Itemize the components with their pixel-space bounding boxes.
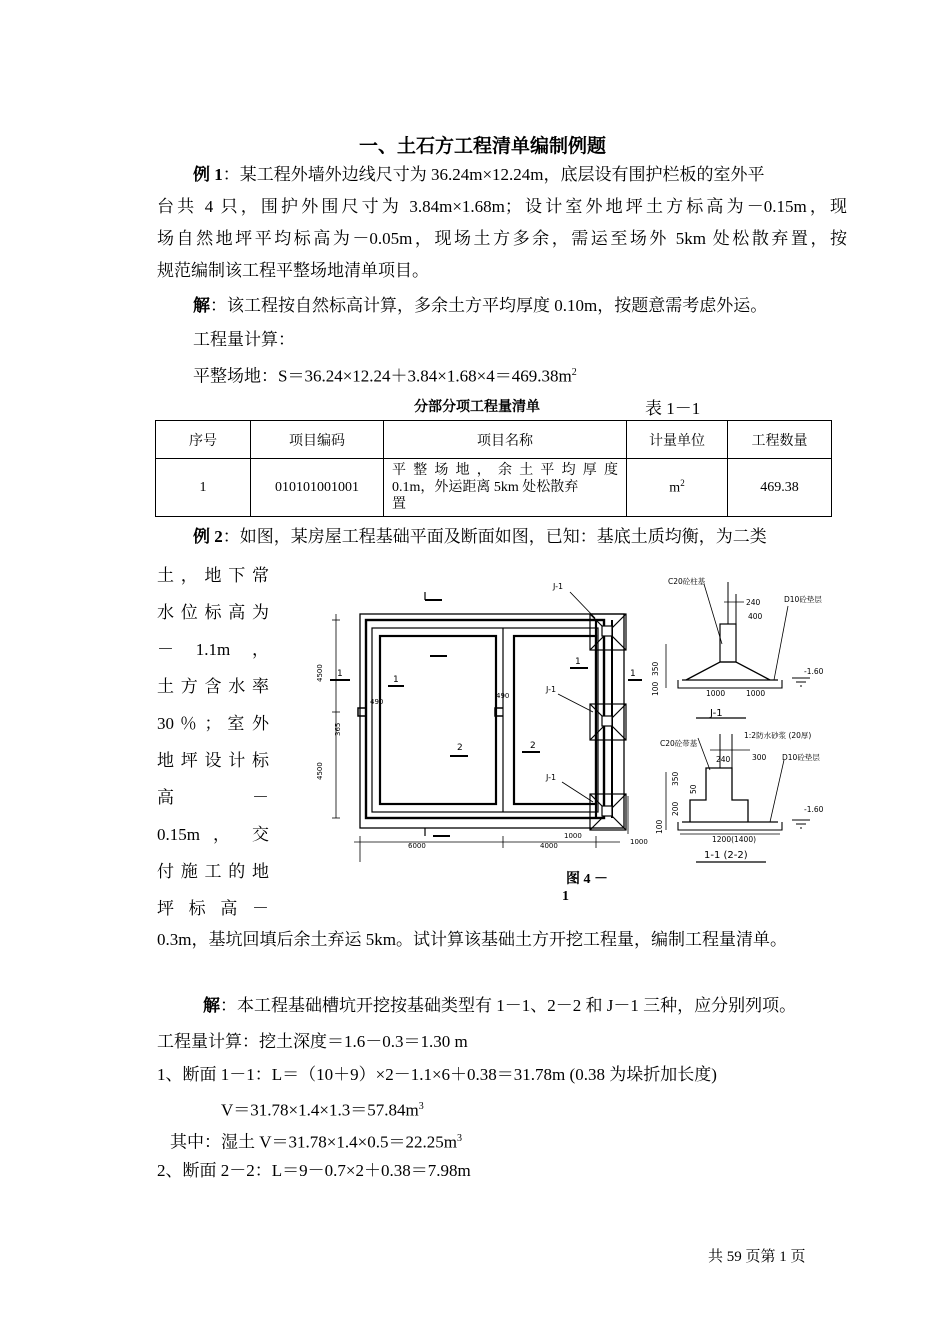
table-number: 表 1－1 bbox=[645, 399, 701, 418]
j1-dim-350: 350 bbox=[651, 661, 660, 676]
s11-dim-50: 50 bbox=[689, 784, 698, 794]
s11-dim-200: 200 bbox=[671, 801, 680, 816]
th-qty: 工程数量 bbox=[728, 421, 832, 459]
plan-wall-inner bbox=[372, 628, 598, 812]
j1-label-d10: D10砼垫层 bbox=[784, 595, 822, 604]
ex2-label: 例 2 bbox=[193, 527, 223, 546]
page-footer: 共 59 页第 1 页 bbox=[708, 1249, 806, 1265]
th-no: 序号 bbox=[156, 421, 251, 459]
sol2-line5: 其中：湿土 $V=31.78\times 1.4\times 0.5=22.25m^3$ bbox=[170, 1132, 462, 1152]
s11-dim-300: 300 bbox=[752, 753, 767, 762]
boq-table bbox=[155, 420, 832, 517]
ex1-line2: 台共 4 只，围护外围尺寸为 3.84m×1.68m；设计室外地坪土方标高为－0.15m，现 bbox=[157, 197, 847, 216]
s11-width: 1200(1400) bbox=[712, 835, 757, 844]
sol1-line: 解：该工程按自然标高计算，多余土方平均厚度 0.10m，按题意需考虑外运。 bbox=[193, 296, 768, 315]
ex1-label: 例 1 bbox=[193, 165, 223, 184]
ex2-narrow-column: 土 ， 地 下 常 水 位 标 高 为 － 1.1m ， 土 方 含 水 率 30 ％ ； 室 外 地 坪 设 计 标 高 － 0.15m ， 交 付 施 工 的 地 坪 标 高 － bbox=[157, 566, 269, 918]
plan-dim-1000-b: 1000 bbox=[630, 838, 648, 846]
ex1-line4: 规范编制该工程平整场地清单项目。 bbox=[157, 261, 429, 280]
cell-name: 平 整 场 地 ， 余 土 平 均 厚 度 0.1m，外运距离 5km 处松散弃 置 bbox=[384, 459, 627, 517]
plan-j1-bottom: J-1 bbox=[546, 773, 557, 782]
sol2-line3: 1、断面 1－1：L＝（10＋9）×2－1.1×6＋0.38＝31.78m (0.38 为垛折加长度) bbox=[157, 1065, 717, 1084]
plan-dim-1000-a: 1000 bbox=[564, 832, 582, 840]
plan-dim-490-right: 490 bbox=[496, 692, 510, 700]
ex1-line3: 场自然地坪平均标高为－0.05m，现场土方多余，需运至场外 5km 处松散弃置，按 bbox=[157, 229, 847, 248]
table-caption: 分部分项工程量清单 bbox=[414, 399, 540, 415]
plan-dim-365: 365 bbox=[334, 722, 342, 736]
plan-wall-outer bbox=[366, 620, 604, 818]
th-unit: 计量单位 bbox=[627, 421, 728, 459]
figure-caption-1: 图 4 － bbox=[566, 872, 608, 887]
sol2-line2: 工程量计算：挖土深度＝1.6－0.3＝1.30 m bbox=[157, 1032, 468, 1051]
j1-level: -1.60 bbox=[804, 667, 824, 676]
s11-dim-350: 350 bbox=[671, 771, 680, 786]
s11-dim-100: 100 bbox=[655, 819, 664, 834]
sol2-line1: 解：本工程基础槽坑开挖按基础类型有 1－1、2－2 和 J－1 三种，应分别列项。 bbox=[203, 996, 797, 1015]
plan-sec1-top: 1 bbox=[337, 669, 343, 679]
foundation-drawing bbox=[300, 572, 840, 872]
s11-label-c20: C20砼带基 bbox=[660, 739, 698, 748]
j1-dim-240: 240 bbox=[746, 598, 761, 607]
figure-caption-2: 1 bbox=[562, 889, 569, 904]
plan-dim-4000: 4000 bbox=[540, 842, 558, 850]
ex1-line1: 例 1：某工程外墙外边线尺寸为 36.24m×12.24m，底层设有围护栏板的室外平 bbox=[193, 165, 765, 184]
j1-section-title: J-1 bbox=[710, 708, 723, 719]
sol1-formula: 平整场地：$S=36.24\times 12.24+3.84\times 1.68\times 4=469.38m^2$ bbox=[193, 366, 577, 386]
sol2-label: 解 bbox=[203, 996, 220, 1015]
s11-dim-240: 240 bbox=[716, 755, 731, 764]
plan-room-left bbox=[380, 636, 496, 804]
j1-dim-1000b: 1000 bbox=[746, 689, 766, 698]
sol2-line4: $V=31.78\times 1.4\times 1.3=57.84m^3$ bbox=[221, 1100, 424, 1120]
plan-sec2-right: 2 bbox=[530, 741, 536, 751]
sol2-line6: 2、断面 2－2：L＝9－0.7×2＋0.38＝7.98m bbox=[157, 1161, 471, 1180]
ex2-line1: 例 2：如图，某房屋工程基础平面及断面如图，已知：基底土质均衡，为二类 bbox=[193, 527, 767, 546]
page-title: 一、土石方工程清单编制例题 bbox=[359, 135, 607, 157]
plan-j1-top: J-1 bbox=[553, 582, 564, 591]
cell-no: 1 bbox=[156, 459, 251, 517]
plan-sec2-left: 2 bbox=[457, 743, 463, 753]
s11-label-d10: D10砼垫层 bbox=[782, 753, 820, 762]
plan-outer-trench bbox=[360, 614, 624, 828]
th-name: 项目名称 bbox=[384, 421, 627, 459]
plan-dim-4500-bottom: 4500 bbox=[316, 762, 324, 780]
ex2-last-line: 0.3m，基坑回填后余土弃运 5km。试计算该基础土方开挖工程量，编制工程量清单。 bbox=[157, 930, 787, 949]
j1-dim-100: 100 bbox=[651, 681, 660, 696]
th-code: 项目编码 bbox=[251, 421, 384, 459]
cell-qty: 469.38 bbox=[728, 459, 832, 517]
plan-sec1-right-inner: 1 bbox=[575, 657, 581, 667]
s11-level: -1.60 bbox=[804, 805, 824, 814]
cell-code: 010101001001 bbox=[251, 459, 384, 517]
plan-dim-490-left: 490 bbox=[370, 698, 384, 706]
plan-dim-6000: 6000 bbox=[408, 842, 426, 850]
table-row bbox=[156, 459, 832, 517]
plan-sec1-inner: 1 bbox=[393, 675, 399, 685]
s11-section-title: 1-1 (2-2) bbox=[704, 850, 748, 861]
s11-label-mortar: 1:2防水砂浆 (20厚) bbox=[744, 731, 812, 740]
cell-unit: $m^2$ bbox=[627, 459, 728, 517]
plan-j1-mid: J-1 bbox=[546, 685, 557, 694]
j1-dim-1000a: 1000 bbox=[706, 689, 726, 698]
sol1-calc-label: 工程量计算： bbox=[193, 330, 295, 349]
j1-label-c20: C20砼柱基 bbox=[668, 577, 706, 586]
plan-dim-4500-top: 4500 bbox=[316, 664, 324, 682]
sol1-label: 解 bbox=[193, 296, 210, 315]
plan-sec1-right: 1 bbox=[630, 669, 636, 679]
foundation-plan bbox=[330, 592, 642, 862]
j1-dim-400: 400 bbox=[748, 612, 763, 621]
